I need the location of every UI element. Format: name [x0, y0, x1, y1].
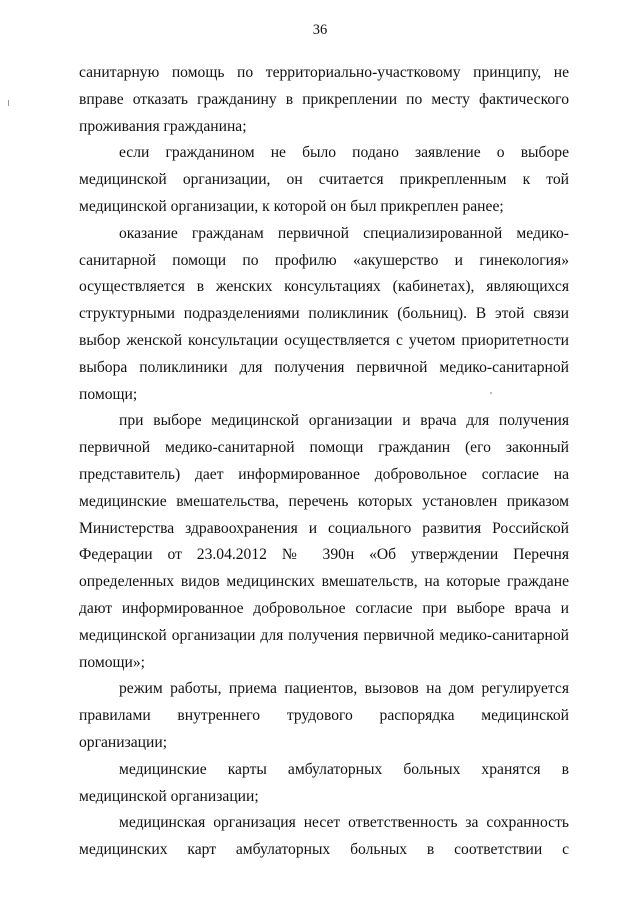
- paragraph: при выборе медицинской организации и врача для получения первичной медико-санитарной помощи гражданин (его законный представитель) дает информированное добровольное согласие на медицинские вмешательства, перечень которых установлен приказом Министерства здравоохранения и социального развития Российской Федерации от 23.04.2012 № 390н «Об утверждении Перечня определенных видов медицинских вмешательств, на которые граждане дают информированное добровольное согласие при выборе врача и медицинской организации для получения первичной медико-санитарной помощи»;: [79, 412, 569, 671]
- paragraph: медицинские карты амбулаторных больных хранятся в медицинской организации;: [79, 760, 569, 805]
- paragraph: если гражданином не было подано заявление о выборе медицинской организации, он считается прикрепленным к той медицинской организации, к которой он был прикреплен ранее;: [79, 144, 569, 215]
- paragraph: медицинская организация несет ответственность за сохранность медицинских карт амбулаторных больных в соответствии с: [79, 814, 569, 859]
- page-number: 36: [312, 22, 328, 38]
- document-body: [79, 60, 569, 864]
- paragraph: санитарную помощь по территориально-участковому принципу, не вправе отказать гражданину в прикреплении по месту фактического проживания гражданина;: [79, 64, 569, 135]
- scan-artifact: [8, 100, 9, 106]
- paragraph: режим работы, приема пациентов, вызовов на дом регулируется правилами внутреннего трудового распорядка медицинской организации;: [79, 680, 569, 751]
- paragraph: оказание гражданам первичной специализированной медико-санитарной помощи по профилю «акушерство и гинекология» осуществляется в женских консультациях (кабинетах), являющихся структурными подразделениями поликлиник (больниц). В этой связи выбор женской консультации осуществляется с учетом приоритетности выбора поликлиники для получения первичной медико-санитарной помощи;: [79, 224, 569, 403]
